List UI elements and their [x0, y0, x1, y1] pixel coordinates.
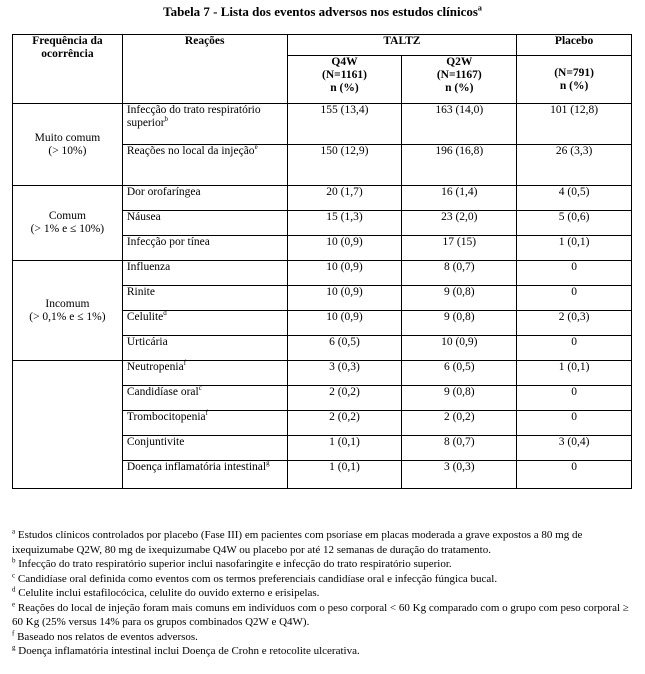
footnote — [12, 630, 634, 645]
header-placebo: Placebo — [517, 35, 632, 56]
footnote — [12, 528, 634, 557]
footnote-mark: f — [205, 409, 208, 418]
footnote-text: Estudos clínicos controlados por placebo (Fase III) em pacientes com psoríase em placas moderada a grave expostos a 80 mg de ixequizumabe Q2W, 80 mg de ixequizumabe Q4W ou placebo por até 12 semanas de duração do tratamento. — [12, 529, 583, 556]
value-cell-q4w: 20 (1,7) — [287, 186, 402, 211]
value-cell-q2w: 6 (0,5) — [402, 361, 517, 386]
table-row — [13, 186, 632, 211]
value-cell-q4w: 155 (13,4) — [287, 104, 402, 145]
value-cell-q2w: 9 (0,8) — [402, 286, 517, 311]
table-row — [13, 361, 632, 386]
header-q4w-line: (N=1161) — [322, 69, 367, 81]
reaction-name: Infecção por tínea — [126, 236, 210, 248]
footnote-text: Infecção do trato respiratório superior inclui nasofaringite e infecção do trato respiratório superior. — [18, 558, 452, 570]
adverse-events-table — [12, 34, 632, 489]
header-pbo — [517, 56, 632, 104]
reaction-cell — [122, 461, 287, 489]
value-cell-q4w: 1 (0,1) — [287, 461, 402, 489]
value-cell-q4w: 10 (0,9) — [287, 236, 402, 261]
table-row — [13, 104, 632, 145]
value-cell-placebo: 26 (3,3) — [517, 145, 632, 186]
footnote — [12, 572, 634, 587]
reaction-cell — [122, 386, 287, 411]
value-cell-placebo: 4 (0,5) — [517, 186, 632, 211]
value-cell-placebo: 0 — [517, 261, 632, 286]
value-cell-placebo: 0 — [517, 461, 632, 489]
reaction-cell — [122, 211, 287, 236]
footnotes — [12, 528, 634, 659]
reaction-name: Náusea — [126, 211, 161, 223]
header-pbo-line: n (%) — [559, 79, 589, 92]
value-cell-q2w: 2 (0,2) — [402, 411, 517, 436]
value-cell-q2w: 9 (0,8) — [402, 311, 517, 336]
footnote-mark: f — [183, 359, 187, 368]
value-cell-q4w: 1 (0,1) — [287, 436, 402, 461]
frequency-label-line: (> 1% e ≤ 10%) — [30, 223, 105, 235]
value-cell-placebo: 5 (0,6) — [517, 211, 632, 236]
reaction-name: Infecção do trato respiratório superior — [126, 104, 261, 129]
header-q4w — [287, 56, 402, 104]
frequency-label-line: (> 10%) — [48, 144, 87, 157]
footnote-mark: b — [12, 556, 16, 565]
value-cell-q2w: 3 (0,3) — [402, 461, 517, 489]
footnote — [12, 586, 634, 601]
footnote — [12, 601, 634, 630]
value-cell-placebo: 3 (0,4) — [517, 436, 632, 461]
footnote-mark: c — [12, 570, 16, 579]
reaction-name: Neutropenia — [126, 361, 184, 373]
reaction-name: Dor orofaríngea — [126, 186, 201, 198]
value-cell-q4w: 2 (0,2) — [287, 386, 402, 411]
value-cell-q2w: 10 (0,9) — [402, 336, 517, 361]
value-cell-placebo: 0 — [517, 386, 632, 411]
reaction-name: Urticária — [126, 336, 168, 348]
header-pbo-line: (N=791) — [554, 66, 594, 79]
reaction-name: Doença inflamatória intestinal — [126, 461, 267, 473]
footnote-text: Celulite inclui estafilocócica, celulite do ouvido externo e erisipelas. — [18, 587, 320, 599]
footnote-mark: f — [12, 628, 15, 637]
header-q2w-line: (N=1167) — [436, 69, 482, 81]
reaction-name: Trombocitopenia — [126, 411, 206, 423]
frequency-label-line: Incomum — [45, 297, 90, 310]
reaction-cell — [122, 336, 287, 361]
value-cell-placebo: 1 (0,1) — [517, 361, 632, 386]
value-cell-q2w: 8 (0,7) — [402, 436, 517, 461]
value-cell-q2w: 8 (0,7) — [402, 261, 517, 286]
footnote-mark: b — [164, 115, 169, 124]
value-cell-q4w: 150 (12,9) — [287, 145, 402, 186]
value-cell-q4w: 10 (0,9) — [287, 261, 402, 286]
reaction-cell — [122, 286, 287, 311]
header-q4w-line: n (%) — [330, 82, 359, 94]
header-taltz: TALTZ — [287, 35, 517, 56]
reaction-cell — [122, 411, 287, 436]
reaction-cell — [122, 145, 287, 186]
reaction-cell — [122, 236, 287, 261]
value-cell-q4w: 2 (0,2) — [287, 411, 402, 436]
value-cell-placebo: 101 (12,8) — [517, 104, 632, 145]
reaction-name: Reações no local da injeção — [126, 145, 255, 157]
footnote — [12, 557, 634, 572]
value-cell-q4w: 10 (0,9) — [287, 286, 402, 311]
value-cell-q2w: 17 (15) — [402, 236, 517, 261]
title-footnote-mark: a — [477, 3, 482, 13]
frequency-group-cell — [13, 104, 123, 186]
value-cell-q4w: 3 (0,3) — [287, 361, 402, 386]
reaction-name: Candidíase oral — [126, 386, 199, 398]
reaction-name: Influenza — [126, 261, 171, 273]
footnote-mark: e — [12, 599, 16, 608]
value-cell-q2w: 9 (0,8) — [402, 386, 517, 411]
frequency-group-cell — [13, 261, 123, 361]
header-reactions: Reações — [122, 35, 287, 104]
footnote-mark: d — [163, 309, 167, 318]
table-title — [0, 4, 645, 20]
reaction-name: Conjuntivite — [126, 436, 185, 448]
reaction-cell — [122, 186, 287, 211]
footnote-mark: d — [12, 585, 16, 594]
reaction-cell — [122, 361, 287, 386]
footnote-mark: c — [198, 384, 202, 393]
header-q2w-line: Q2W — [446, 56, 473, 68]
value-cell-q2w: 196 (16,8) — [402, 145, 517, 186]
value-cell-placebo: 2 (0,3) — [517, 311, 632, 336]
reaction-cell — [122, 311, 287, 336]
frequency-label-line: Comum — [48, 210, 86, 222]
footnote-mark: g — [12, 643, 16, 652]
reaction-name: Rinite — [126, 286, 155, 298]
value-cell-q2w: 163 (14,0) — [402, 104, 517, 145]
value-cell-placebo: 0 — [517, 336, 632, 361]
header-q2w-line: n (%) — [445, 82, 474, 94]
footnote-text: Reações do local de injeção foram mais comuns em indivíduos com o peso corporal < 60 Kg comparado com o grupo com peso corporal ≥ 60 Kg (25% versus 14% para os grupos combinados Q2W e Q4W). — [12, 601, 629, 628]
value-cell-placebo: 1 (0,1) — [517, 236, 632, 261]
header-frequency: Frequência da ocorrência — [13, 35, 123, 104]
value-cell-q4w: 15 (1,3) — [287, 211, 402, 236]
value-cell-placebo: 0 — [517, 411, 632, 436]
footnote-text: Candidíase oral definida como eventos com os termos preferenciais candidíase oral e infecção fúngica bucal. — [17, 572, 498, 585]
footnote — [12, 644, 634, 659]
frequency-group-cell — [13, 186, 123, 261]
table-row — [13, 261, 632, 286]
value-cell-q2w: 23 (2,0) — [402, 211, 517, 236]
frequency-label-line: (> 0,1% e ≤ 1%) — [29, 310, 106, 323]
value-cell-placebo: 0 — [517, 286, 632, 311]
footnote-text: Doença inflamatória intestinal inclui Doença de Crohn e retocolite ulcerativa. — [18, 645, 360, 657]
reaction-cell — [122, 436, 287, 461]
reaction-name: Celulite — [126, 311, 164, 323]
header-q4w-line: Q4W — [331, 56, 358, 68]
footnote-text: Baseado nos relatos de eventos adversos. — [17, 630, 198, 643]
footnote-mark: e — [254, 143, 258, 152]
table-title-text: Tabela 7 - Lista dos eventos adversos nos estudos clínicos — [163, 4, 478, 19]
frequency-label-line: Muito comum — [34, 131, 101, 144]
header-row-1 — [13, 35, 632, 56]
footnote-mark: a — [12, 527, 16, 536]
reaction-cell — [122, 104, 287, 145]
footnote-mark: g — [266, 459, 270, 468]
table-body — [13, 35, 632, 489]
frequency-group-cell — [13, 361, 123, 489]
value-cell-q4w: 10 (0,9) — [287, 311, 402, 336]
value-cell-q2w: 16 (1,4) — [402, 186, 517, 211]
value-cell-q4w: 6 (0,5) — [287, 336, 402, 361]
header-q2w — [402, 56, 517, 104]
reaction-cell — [122, 261, 287, 286]
